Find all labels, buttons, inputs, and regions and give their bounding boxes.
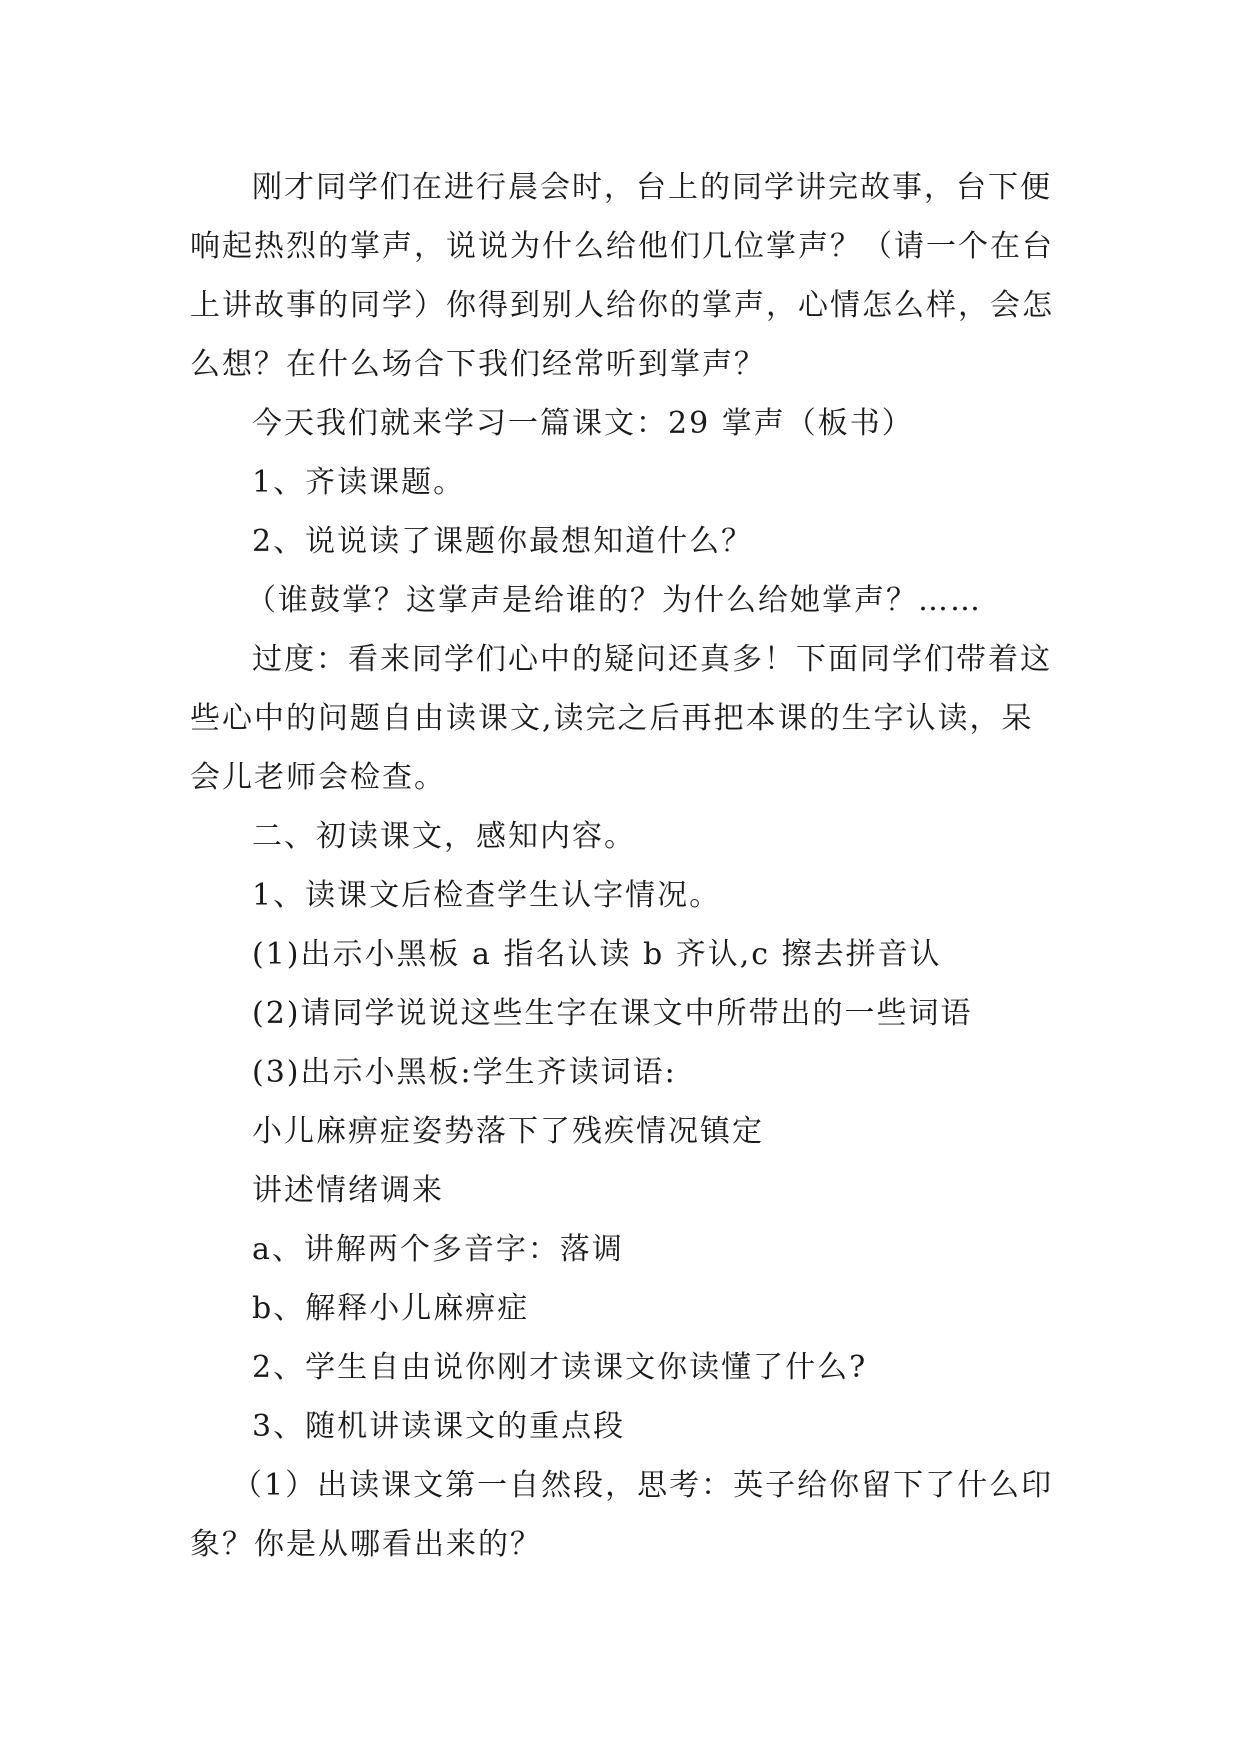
paragraph-item-a: a、讲解两个多音字：落调 <box>252 1232 624 1267</box>
document-body <box>190 158 1054 1574</box>
paragraph-step-key-section: 3、随机讲读课文的重点段 <box>252 1409 626 1444</box>
paragraph-item-b: b、解释小儿麻痹症 <box>252 1291 530 1326</box>
paragraph-intro: 刚才同学们在进行晨会时，台上的同学讲完故事，台下便响起热烈的掌声，说说为什么给他们几位掌声？（请一个在台上讲故事的同学）你得到别人给你的掌声，心情怎么样，会怎么想？在什么场合下我们经常听到掌声？ <box>190 170 1054 382</box>
paragraph-step-free-talk: 2、学生自由说你刚才读课文你读懂了什么? <box>252 1350 868 1385</box>
paragraph-transition: 过度：看来同学们心中的疑问还真多！下面同学们带着这些心中的问题自由读课文,读完之后再把本课的生字认读，呆会儿老师会检查。 <box>190 642 1052 795</box>
paragraph-words-1: 小儿麻痹症姿势落下了残疾情况镇定 <box>252 1114 764 1149</box>
paragraph-words-2: 讲述情绪调来 <box>252 1173 444 1208</box>
paragraph-check-reading: 1、读课文后检查学生认字情况。 <box>252 878 722 913</box>
paragraph-lesson-title: 今天我们就来学习一篇课文：29 掌声（板书） <box>252 406 914 441</box>
paragraph-step-2: 2、说说读了课题你最想知道什么？ <box>252 524 754 559</box>
paragraph-first-section-question: （1）出读课文第一自然段，思考：英子给你留下了什么印象？你是从哪看出来的？ <box>190 1468 1054 1562</box>
paragraph-questions: （谁鼓掌？这掌声是给谁的？为什么给她掌声？…… <box>246 583 982 618</box>
paragraph-sub-1: (1)出示小黑板 a 指名认读 b 齐认,c 擦去拼音认 <box>252 937 942 972</box>
section-heading-2: 二、初读课文，感知内容。 <box>252 819 636 854</box>
paragraph-step-1: 1、齐读课题。 <box>252 465 466 500</box>
paragraph-sub-2: (2)请同学说说这些生字在课文中所带出的一些词语 <box>252 996 973 1031</box>
paragraph-sub-3: (3)出示小黑板:学生齐读词语: <box>252 1055 677 1090</box>
